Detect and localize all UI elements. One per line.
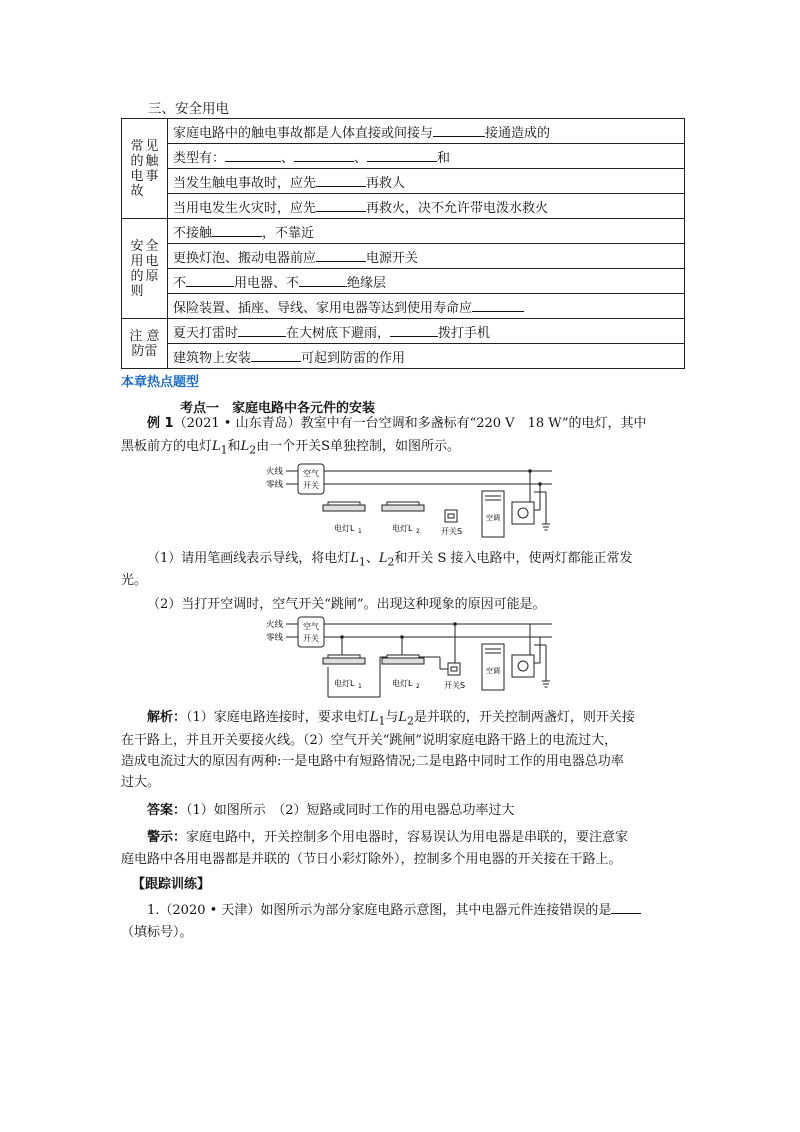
circuit-diagram-2 bbox=[262, 615, 562, 700]
table-row: 当发生触电事故时，应先 再救人 bbox=[168, 169, 685, 194]
table-row: 当用电发生火灾时，应先 再救火，决不允许带电泼水救火 bbox=[168, 194, 685, 219]
question-1-line-2: 光。 bbox=[121, 573, 148, 588]
table-row: 更换灯泡、搬动电器前应 电源开关 bbox=[168, 244, 685, 269]
exercise-line-2: （填标号）。 bbox=[121, 925, 193, 940]
socket-icon bbox=[512, 624, 550, 687]
analysis-line-2: 在干路上，并且开关要接火线。（2）空气开关“跳闸”说明家庭电路干路上的电流过大， bbox=[121, 733, 618, 748]
svg-text:电灯L: 电灯L bbox=[334, 524, 355, 533]
table-row: 不 用电器、不 绝缘层 bbox=[168, 269, 685, 294]
exercise-line-1: 1.（2020 • 天津）如图所示为部分家庭电路示意图，其中电器元件连接错误的是 bbox=[147, 900, 641, 922]
switch-s-icon bbox=[441, 510, 462, 536]
socket-icon bbox=[512, 471, 550, 530]
svg-text:1: 1 bbox=[358, 528, 362, 535]
table-row: 不接触 ，不靠近 bbox=[168, 219, 685, 244]
lamp-2-icon bbox=[382, 502, 424, 535]
warning-line-2: 庭电路中各用电器都是并联的（节日小彩灯除外），控制多个用电器的开关接在干路上。 bbox=[121, 852, 622, 867]
follow-title: 【跟踪训练】 bbox=[132, 877, 211, 892]
analysis-line-4: 过大。 bbox=[121, 775, 161, 790]
table-row: 类型有： 、 、 和 bbox=[168, 144, 685, 169]
svg-text:空调: 空调 bbox=[486, 667, 500, 675]
category-safety-principles: 安 用 的 则全 电 原 bbox=[122, 219, 168, 319]
analysis-line-3: 造成电流过大的原因有两种:一是电路中有短路情况;二是电路中同时工作的用电器总功率 bbox=[121, 754, 624, 769]
warning-line-1: 警示：家庭电路中，开关控制多个用电器时，容易误认为用电器是串联的，要注意家 bbox=[147, 830, 629, 845]
example-line-2: 黑板前方的电灯$L_1$和$L_2$由一个开关S单独控制，如图所示。 bbox=[121, 439, 460, 457]
lamp-1-icon bbox=[323, 655, 365, 690]
svg-text:空调: 空调 bbox=[486, 514, 500, 522]
svg-text:开关: 开关 bbox=[303, 481, 319, 490]
neutral-wire-label: 零线 bbox=[266, 480, 284, 490]
section-title: 三、安全用电 bbox=[148, 101, 229, 117]
svg-text:电灯L: 电灯L bbox=[392, 524, 413, 533]
air-conditioner-icon bbox=[482, 491, 504, 537]
answer-line: 答案：（1）如图所示 （2）短路或同时工作的用电器总功率过大 bbox=[147, 803, 515, 818]
svg-text:火线: 火线 bbox=[266, 620, 284, 630]
table-row: 建筑物上安装 可起到防雷的作用 bbox=[168, 344, 685, 369]
fire-wire-label: 火线 bbox=[266, 467, 284, 477]
svg-text:零线: 零线 bbox=[266, 633, 284, 643]
question-2: （2）当打开空调时，空气开关“跳闸”。出现这种现象的原因可能是。 bbox=[147, 597, 546, 612]
svg-text:空气: 空气 bbox=[303, 622, 319, 631]
air-conditioner-icon bbox=[482, 644, 504, 690]
svg-text:开关S: 开关S bbox=[444, 681, 466, 690]
table-row: 夏天打雷时 在大树底下避雨， 拨打手机 bbox=[168, 319, 685, 344]
svg-text:开关: 开关 bbox=[303, 634, 319, 643]
category-col-right: 见 触 事 bbox=[145, 138, 159, 184]
category-col-left: 常 的 电 故 bbox=[130, 138, 144, 199]
svg-text:1: 1 bbox=[358, 683, 362, 690]
category-lightning: 注 意 防雷 bbox=[122, 319, 168, 369]
table-row: 家庭电路中的触电事故都是人体直接或间接与 接通造成的 bbox=[168, 119, 685, 144]
category-common-shock bbox=[122, 119, 168, 219]
analysis-line-1: 解析：（1）家庭电路连接时，要求电灯$L_1$与$L_2$是并联的，开关控制两盏灯，则开关接 bbox=[147, 710, 635, 728]
table-row: 保险装置、插座、导线、家用电器等达到使用寿命应 bbox=[168, 294, 685, 319]
circuit-diagram-1 bbox=[262, 462, 562, 542]
svg-text:电灯L: 电灯L bbox=[392, 679, 413, 688]
lamp-2-icon bbox=[382, 655, 424, 690]
kaodian-title: 考点一 家庭电路中各元件的安装 bbox=[180, 401, 376, 416]
switch-s-icon bbox=[444, 663, 465, 690]
svg-text:空气: 空气 bbox=[303, 469, 319, 478]
question-1-line-1: （1）请用笔画线表示导线，将电灯$L_1$、$L_2$和开关 S 接入电路中，使两灯都能正常发 bbox=[147, 551, 633, 569]
svg-text:电灯L: 电灯L bbox=[334, 679, 355, 688]
svg-text:2: 2 bbox=[416, 683, 420, 690]
svg-text:2: 2 bbox=[416, 528, 420, 535]
safety-table bbox=[121, 118, 685, 369]
hot-title: 本章热点题型 bbox=[121, 375, 200, 390]
lamp-1-icon bbox=[323, 502, 365, 535]
example-line-1: 例 1（2021 • 山东青岛）教室中有一台空调和多盏标有“220 V 18 W”的电灯，其中 bbox=[147, 416, 647, 431]
svg-text:开关S: 开关S bbox=[441, 527, 463, 536]
